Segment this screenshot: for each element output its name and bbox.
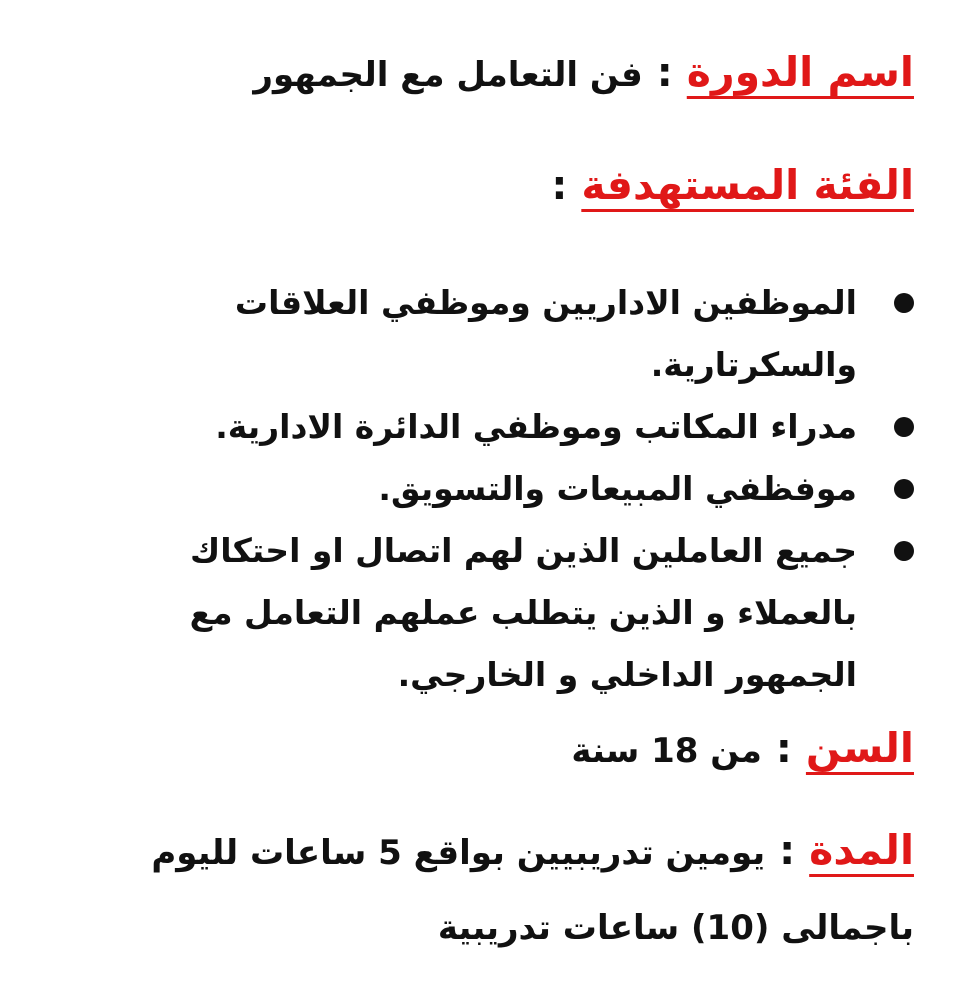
list-item: [160, 458, 914, 520]
bullet-icon: [894, 293, 914, 313]
list-item-text: موفظفي المبيعات والتسويق.: [378, 469, 857, 508]
target-audience-line: [537, 161, 914, 209]
list-item: [160, 272, 914, 396]
list-item-text: الموظفين الاداريين وموظفي العلاقات والسكرتارية.: [234, 283, 857, 384]
course-name-line: [253, 48, 914, 96]
age-line: [571, 724, 914, 772]
bullet-icon: [894, 417, 914, 437]
target-audience-list: [160, 272, 914, 706]
duration-label: المدة: [809, 826, 914, 874]
age-label: السن: [805, 724, 914, 772]
bullet-icon: [894, 541, 914, 561]
course-name-colon: :: [656, 50, 673, 96]
course-name-label: اسم الدورة: [686, 48, 914, 96]
duration-line: [151, 826, 914, 874]
target-audience-colon: :: [551, 163, 568, 209]
list-item: [160, 520, 914, 706]
age-value: من 18 سنة: [571, 731, 762, 771]
course-name-value: فن التعامل مع الجمهور: [253, 55, 643, 95]
duration-total: باجمالى (10) ساعات تدريبية: [437, 908, 914, 948]
duration-value: يومين تدريبيين بواقع 5 ساعات لليوم: [151, 833, 766, 873]
duration-colon: :: [779, 828, 796, 874]
bullet-icon: [894, 479, 914, 499]
age-colon: :: [775, 726, 792, 772]
list-item: [160, 396, 914, 458]
duration-total-line: [437, 908, 914, 948]
target-audience-label: الفئة المستهدفة: [581, 161, 914, 209]
list-item-text: مدراء المكاتب وموظفي الدائرة الادارية.: [215, 407, 857, 446]
list-item-text: جميع العاملين الذين لهم اتصال او احتكاك بالعملاء و الذين يتطلب عملهم التعامل مع الجمهور الداخلي و الخارجي.: [189, 531, 857, 694]
